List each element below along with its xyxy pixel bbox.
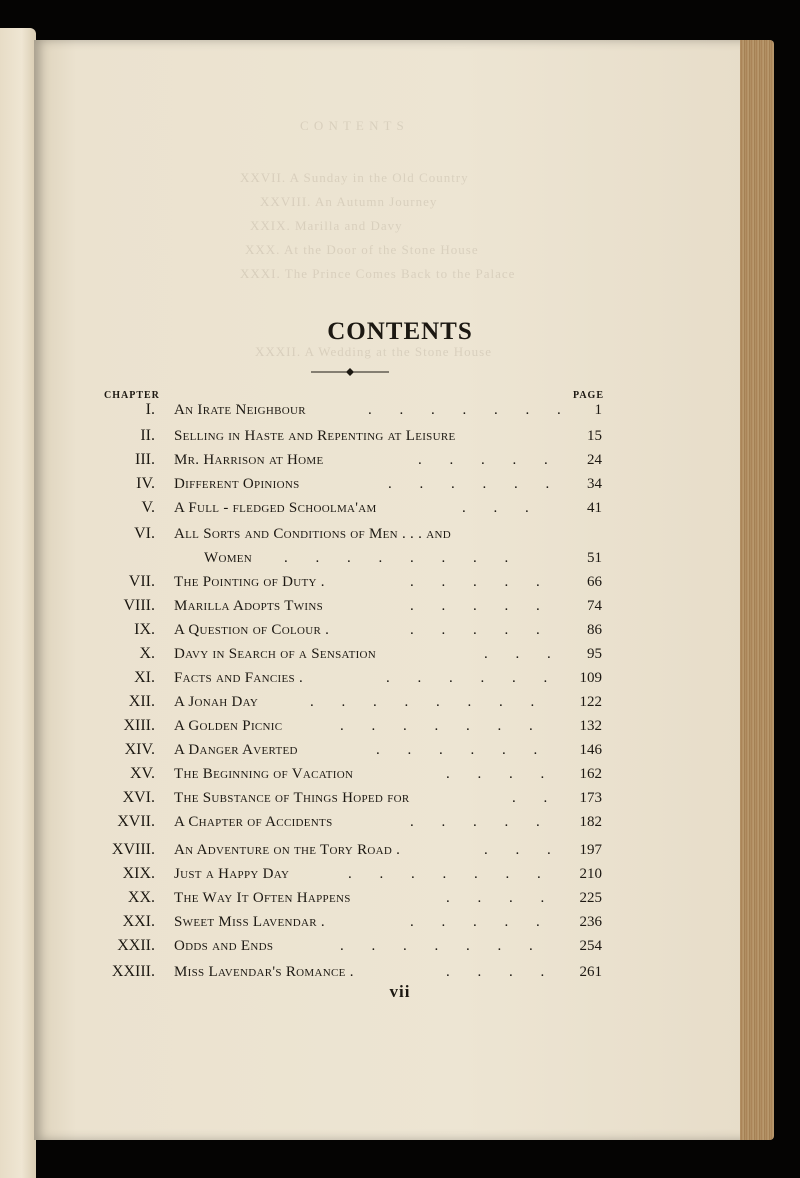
chapter-title: A Danger Averted [174,742,298,758]
toc-entry [0,594,800,618]
leader-dots: . . . [484,842,563,858]
toc-entry [0,448,800,472]
leader-dots: . . . . [446,964,557,980]
page-number: 225 [579,890,602,906]
page-number: 146 [579,742,602,758]
page-number: 197 [579,842,602,858]
chapter-title: Marilla Adopts Twins [174,598,324,614]
leader-dots: . . . . . . . . [284,550,521,566]
toc-entry [0,862,800,886]
toc-entry [0,424,800,448]
leader-dots: . . . [462,500,541,516]
chapter-number: XI. [134,669,155,686]
page-number: 210 [579,866,602,882]
page-column-header: PAGE [572,390,604,401]
chapter-title: The Substance of Things Hoped for [174,790,410,806]
chapter-number: VIII. [123,597,155,614]
toc-entry [0,738,800,762]
page-number: 34 [587,476,602,492]
leader-dots: . . [512,790,560,806]
chapter-title: An Irate Neighbour [174,402,306,418]
toc-entry [0,810,800,834]
toc-entry-continued [0,546,800,570]
toc-entry [0,910,800,934]
leader-dots: . . . . . [410,574,552,590]
leader-dots: . . . . [446,890,557,906]
toc-entry [0,762,800,786]
toc-entry [0,522,800,546]
chapter-number: XXI. [122,913,155,930]
page-number: 1 [594,402,602,418]
leader-dots: . . . . . . . . [310,694,547,710]
chapter-title-continued: Women [204,550,253,566]
chapter-number: V. [141,499,155,516]
chapter-number: XIV. [124,741,155,758]
toc-entry [0,398,800,422]
page-title: CONTENTS [327,318,473,345]
leader-dots: . . . . . . . [368,402,573,418]
chapter-title: A Question of Colour . [174,622,330,638]
contents-list [0,398,800,998]
page-number: 95 [587,646,602,662]
leader-dots: . . . . . . . [348,866,553,882]
page-number: 41 [587,500,602,516]
chapter-number: XVI. [122,789,155,806]
chapter-title: Miss Lavendar's Romance . [174,964,354,980]
toc-entry [0,666,800,690]
page-number: 261 [579,964,602,980]
chapter-number: XV. [129,765,155,782]
chapter-title: Mr. Harrison at Home [174,452,324,468]
chapter-title: A Jonah Day [174,694,259,710]
page-number: 86 [587,622,602,638]
page-number: 51 [587,550,602,566]
page-number: 74 [587,598,602,614]
leader-dots: . . . . [446,766,557,782]
page-number: 132 [579,718,602,734]
ornament-divider [311,366,389,378]
page-number: 122 [579,694,602,710]
toc-entry [0,960,800,984]
chapter-number: XVII. [117,813,155,830]
chapter-number: III. [135,451,155,468]
leader-dots: . . . . . [410,914,552,930]
chapter-title: An Adventure on the Tory Road . [174,842,401,858]
leader-dots: . . . . . . [376,742,550,758]
chapter-title: A Chapter of Accidents [174,814,333,830]
chapter-column-header: CHAPTER [104,390,160,401]
page-number: 24 [587,452,602,468]
toc-entry [0,570,800,594]
page-number: 236 [579,914,602,930]
chapter-title: Davy in Search of a Sensation [174,646,377,662]
chapter-title: Odds and Ends [174,938,274,954]
chapter-title: All Sorts and Conditions of Men . . . and [174,526,451,542]
leader-dots: . . . . . . [388,476,562,492]
chapter-title: The Way It Often Happens [174,890,351,906]
chapter-number: XXII. [117,937,155,954]
chapter-title: A Golden Picnic [174,718,283,734]
chapter-title: Different Opinions [174,476,300,492]
chapter-number: VII. [128,573,155,590]
chapter-title: Selling in Haste and Repenting at Leisure [174,428,456,444]
leader-dots: . . . . . [410,622,552,638]
chapter-number: II. [140,427,155,444]
page-number: 182 [579,814,602,830]
chapter-title: A Full - fledged Schoolma'am [174,500,377,516]
chapter-title: Facts and Fancies . [174,670,304,686]
leader-dots: . . . [484,646,563,662]
chapter-number: I. [145,401,155,418]
page-number: 66 [587,574,602,590]
leader-dots: . . . . . . . [340,938,545,954]
chapter-title: Just a Happy Day [174,866,290,882]
chapter-number: XIII. [123,717,155,734]
chapter-number: X. [139,645,155,662]
chapter-number: XIX. [122,865,155,882]
page-number: 15 [587,428,602,444]
leader-dots: . . . . . . [386,670,560,686]
chapter-number: XXIII. [111,963,155,980]
chapter-number: XII. [128,693,155,710]
toc-entry [0,714,800,738]
page-number: 162 [579,766,602,782]
chapter-number: IV. [136,475,155,492]
leader-dots: . . . . . [410,598,552,614]
chapter-title: Sweet Miss Lavendar . [174,914,325,930]
leader-dots: . . . . . [418,452,560,468]
toc-entry [0,886,800,910]
toc-entry [0,642,800,666]
page-number: 173 [579,790,602,806]
chapter-title: The Beginning of Vacation [174,766,354,782]
chapter-title: The Pointing of Duty . [174,574,325,590]
toc-entry [0,496,800,520]
page-folio: vii [389,982,411,1001]
toc-entry [0,618,800,642]
leader-dots: . . . . . [410,814,552,830]
leader-dots: . . . . . . . [340,718,545,734]
toc-entry [0,934,800,958]
page-number: 254 [579,938,602,954]
chapter-number: VI. [134,525,155,542]
page-number: 109 [579,670,602,686]
chapter-number: XVIII. [111,841,155,858]
chapter-number: XX. [127,889,155,906]
toc-entry [0,472,800,496]
toc-entry [0,786,800,810]
toc-entry [0,838,800,862]
toc-entry [0,690,800,714]
chapter-number: IX. [134,621,155,638]
